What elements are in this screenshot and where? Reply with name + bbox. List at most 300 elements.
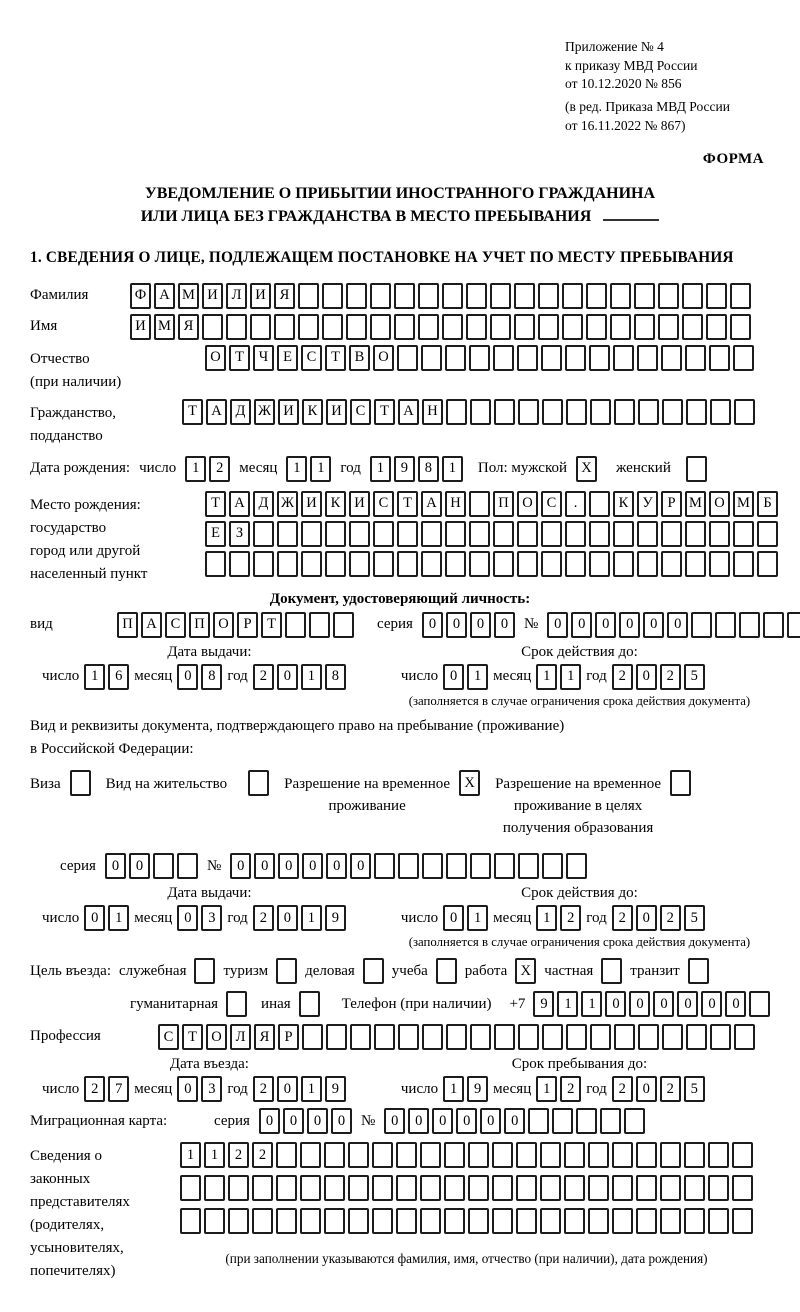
form-cell[interactable]: 8 <box>325 664 346 690</box>
form-cell[interactable]: 0 <box>494 612 515 638</box>
form-cell[interactable] <box>322 314 343 340</box>
form-cell[interactable]: П <box>117 612 138 638</box>
form-cell[interactable] <box>492 1175 513 1201</box>
form-cell[interactable]: 0 <box>277 1076 298 1102</box>
form-cell[interactable]: 0 <box>571 612 592 638</box>
form-cell[interactable]: Д <box>230 399 251 425</box>
form-cell[interactable] <box>706 283 727 309</box>
form-cell[interactable] <box>589 551 610 577</box>
form-cell[interactable] <box>373 551 394 577</box>
form-cell[interactable] <box>636 1175 657 1201</box>
form-cell[interactable]: 0 <box>331 1108 352 1134</box>
form-cell[interactable]: 2 <box>612 664 633 690</box>
form-cell[interactable] <box>688 958 709 984</box>
form-cell[interactable] <box>394 314 415 340</box>
form-cell[interactable] <box>420 1142 441 1168</box>
form-cell[interactable] <box>326 1024 347 1050</box>
form-cell[interactable] <box>228 1175 249 1201</box>
form-cell[interactable] <box>538 314 559 340</box>
form-cell[interactable] <box>300 1175 321 1201</box>
form-cell[interactable] <box>324 1208 345 1234</box>
form-cell[interactable]: М <box>178 283 199 309</box>
form-cell[interactable] <box>542 853 563 879</box>
form-cell[interactable]: А <box>206 399 227 425</box>
form-cell[interactable] <box>613 521 634 547</box>
form-cell[interactable]: Т <box>397 491 418 517</box>
form-cell[interactable]: 0 <box>422 612 443 638</box>
form-cell[interactable]: 0 <box>725 991 746 1017</box>
form-cell[interactable] <box>565 551 586 577</box>
form-cell[interactable]: М <box>685 491 706 517</box>
form-cell[interactable]: С <box>541 491 562 517</box>
form-cell[interactable]: 0 <box>177 664 198 690</box>
form-cell[interactable] <box>349 521 370 547</box>
form-cell[interactable] <box>586 283 607 309</box>
form-cell[interactable]: 5 <box>684 1076 705 1102</box>
form-cell[interactable] <box>298 283 319 309</box>
form-cell[interactable] <box>444 1175 465 1201</box>
form-cell[interactable] <box>445 521 466 547</box>
form-cell[interactable] <box>528 1108 549 1134</box>
form-cell[interactable] <box>686 399 707 425</box>
form-cell[interactable]: Б <box>757 491 778 517</box>
form-cell[interactable] <box>638 1024 659 1050</box>
form-cell[interactable]: 1 <box>286 456 307 482</box>
form-cell[interactable] <box>562 314 583 340</box>
form-cell[interactable]: 9 <box>325 905 346 931</box>
form-cell[interactable] <box>301 551 322 577</box>
form-cell[interactable]: 0 <box>470 612 491 638</box>
form-cell[interactable]: 1 <box>185 456 206 482</box>
form-cell[interactable]: А <box>421 491 442 517</box>
form-cell[interactable] <box>732 1208 753 1234</box>
form-cell[interactable] <box>469 345 490 371</box>
form-cell[interactable] <box>276 1142 297 1168</box>
form-cell[interactable]: . <box>565 491 586 517</box>
form-cell[interactable]: 1 <box>560 664 581 690</box>
form-cell[interactable]: 1 <box>557 991 578 1017</box>
form-cell[interactable] <box>394 283 415 309</box>
form-cell[interactable]: 1 <box>180 1142 201 1168</box>
form-cell[interactable]: Я <box>254 1024 275 1050</box>
form-cell[interactable]: Т <box>229 345 250 371</box>
form-cell[interactable] <box>370 314 391 340</box>
form-cell[interactable]: 1 <box>204 1142 225 1168</box>
form-cell[interactable]: С <box>301 345 322 371</box>
form-cell[interactable] <box>493 521 514 547</box>
form-cell[interactable]: И <box>301 491 322 517</box>
form-cell[interactable]: 0 <box>254 853 275 879</box>
form-cell[interactable] <box>682 283 703 309</box>
form-cell[interactable] <box>730 314 751 340</box>
form-cell[interactable] <box>709 345 730 371</box>
form-cell[interactable]: 0 <box>326 853 347 879</box>
form-cell[interactable]: 0 <box>619 612 640 638</box>
form-cell[interactable]: 2 <box>228 1142 249 1168</box>
form-cell[interactable]: Р <box>661 491 682 517</box>
form-cell[interactable]: 0 <box>277 664 298 690</box>
form-cell[interactable] <box>253 551 274 577</box>
form-cell[interactable] <box>684 1208 705 1234</box>
form-cell[interactable]: 0 <box>432 1108 453 1134</box>
form-cell[interactable]: 2 <box>612 1076 633 1102</box>
form-cell[interactable]: 3 <box>201 905 222 931</box>
form-cell[interactable]: 0 <box>408 1108 429 1134</box>
form-cell[interactable]: 2 <box>560 905 581 931</box>
form-cell[interactable] <box>658 283 679 309</box>
form-cell[interactable]: 9 <box>467 1076 488 1102</box>
form-cell[interactable] <box>397 521 418 547</box>
form-cell[interactable] <box>421 345 442 371</box>
form-cell[interactable] <box>446 399 467 425</box>
form-cell[interactable]: 0 <box>307 1108 328 1134</box>
form-cell[interactable]: 0 <box>636 1076 657 1102</box>
form-cell[interactable]: 0 <box>278 853 299 879</box>
form-cell[interactable] <box>226 314 247 340</box>
form-cell[interactable] <box>588 1142 609 1168</box>
form-cell[interactable] <box>444 1142 465 1168</box>
form-cell[interactable] <box>301 521 322 547</box>
form-cell[interactable] <box>363 958 384 984</box>
form-cell[interactable]: 9 <box>533 991 554 1017</box>
form-cell[interactable] <box>469 551 490 577</box>
form-cell[interactable]: 1 <box>536 1076 557 1102</box>
form-cell[interactable]: А <box>141 612 162 638</box>
form-cell[interactable] <box>686 456 707 482</box>
form-cell[interactable]: 0 <box>177 905 198 931</box>
form-cell[interactable] <box>588 1208 609 1234</box>
form-cell[interactable]: 2 <box>660 1076 681 1102</box>
form-cell[interactable] <box>516 1208 537 1234</box>
form-cell[interactable] <box>540 1208 561 1234</box>
form-cell[interactable]: 2 <box>560 1076 581 1102</box>
form-cell[interactable]: 1 <box>443 1076 464 1102</box>
form-cell[interactable]: П <box>493 491 514 517</box>
form-cell[interactable] <box>660 1175 681 1201</box>
form-cell[interactable] <box>708 1142 729 1168</box>
form-cell[interactable] <box>590 399 611 425</box>
form-cell[interactable] <box>445 345 466 371</box>
form-cell[interactable]: 1 <box>467 905 488 931</box>
form-cell[interactable] <box>252 1175 273 1201</box>
form-cell[interactable] <box>514 283 535 309</box>
form-cell[interactable] <box>422 1024 443 1050</box>
form-cell[interactable]: 1 <box>84 664 105 690</box>
form-cell[interactable]: М <box>733 491 754 517</box>
form-cell[interactable] <box>333 612 354 638</box>
form-cell[interactable] <box>610 314 631 340</box>
form-cell[interactable] <box>634 314 655 340</box>
form-cell[interactable]: 0 <box>230 853 251 879</box>
form-cell[interactable]: К <box>325 491 346 517</box>
form-cell[interactable] <box>468 1175 489 1201</box>
form-cell[interactable]: 0 <box>277 905 298 931</box>
form-cell[interactable] <box>300 1208 321 1234</box>
form-cell[interactable] <box>492 1208 513 1234</box>
form-cell[interactable] <box>661 345 682 371</box>
form-cell[interactable]: 0 <box>259 1108 280 1134</box>
form-cell[interactable] <box>706 314 727 340</box>
form-cell[interactable]: 0 <box>636 664 657 690</box>
form-cell[interactable] <box>492 1142 513 1168</box>
form-cell[interactable]: Ж <box>254 399 275 425</box>
form-cell[interactable] <box>194 958 215 984</box>
form-cell[interactable] <box>325 521 346 547</box>
form-cell[interactable] <box>516 1142 537 1168</box>
form-cell[interactable] <box>708 1208 729 1234</box>
form-cell[interactable]: Ж <box>277 491 298 517</box>
form-cell[interactable] <box>682 314 703 340</box>
form-cell[interactable] <box>566 853 587 879</box>
form-cell[interactable]: 0 <box>443 905 464 931</box>
form-cell[interactable] <box>749 991 770 1017</box>
form-cell[interactable]: 1 <box>310 456 331 482</box>
form-cell[interactable]: 0 <box>677 991 698 1017</box>
form-cell[interactable]: Т <box>182 399 203 425</box>
form-cell[interactable]: 0 <box>177 1076 198 1102</box>
form-cell[interactable] <box>614 1024 635 1050</box>
form-cell[interactable] <box>612 1208 633 1234</box>
form-cell[interactable]: 6 <box>108 664 129 690</box>
form-cell[interactable]: 3 <box>201 1076 222 1102</box>
form-cell[interactable] <box>418 283 439 309</box>
form-cell[interactable]: П <box>189 612 210 638</box>
form-cell[interactable] <box>708 1175 729 1201</box>
form-cell[interactable]: 1 <box>581 991 602 1017</box>
form-cell[interactable]: 9 <box>394 456 415 482</box>
form-cell[interactable] <box>153 853 174 879</box>
form-cell[interactable] <box>685 345 706 371</box>
form-cell[interactable] <box>370 283 391 309</box>
form-cell[interactable] <box>373 521 394 547</box>
form-cell[interactable] <box>685 521 706 547</box>
form-cell[interactable]: 2 <box>660 664 681 690</box>
form-cell[interactable] <box>421 551 442 577</box>
form-cell[interactable] <box>420 1175 441 1201</box>
form-cell[interactable]: 0 <box>283 1108 304 1134</box>
form-cell[interactable]: 0 <box>667 612 688 638</box>
form-cell[interactable] <box>350 1024 371 1050</box>
form-cell[interactable] <box>420 1208 441 1234</box>
form-cell[interactable] <box>590 1024 611 1050</box>
form-cell[interactable] <box>469 491 490 517</box>
form-cell[interactable] <box>658 314 679 340</box>
form-cell[interactable]: У <box>637 491 658 517</box>
form-cell[interactable] <box>470 1024 491 1050</box>
form-cell[interactable] <box>309 612 330 638</box>
form-cell[interactable] <box>540 1175 561 1201</box>
form-cell[interactable] <box>542 1024 563 1050</box>
form-cell[interactable]: 2 <box>209 456 230 482</box>
form-cell[interactable]: О <box>206 1024 227 1050</box>
form-cell[interactable] <box>346 314 367 340</box>
form-cell[interactable] <box>684 1175 705 1201</box>
form-cell[interactable] <box>180 1208 201 1234</box>
form-cell[interactable]: Ч <box>253 345 274 371</box>
form-cell[interactable] <box>418 314 439 340</box>
form-cell[interactable] <box>324 1175 345 1201</box>
form-cell[interactable]: 0 <box>350 853 371 879</box>
form-cell[interactable] <box>299 991 320 1017</box>
form-cell[interactable] <box>445 551 466 577</box>
form-cell[interactable] <box>734 1024 755 1050</box>
form-cell[interactable]: Т <box>374 399 395 425</box>
form-cell[interactable]: 0 <box>446 612 467 638</box>
form-cell[interactable]: X <box>459 770 480 796</box>
form-cell[interactable]: А <box>398 399 419 425</box>
form-cell[interactable]: И <box>250 283 271 309</box>
form-cell[interactable]: 0 <box>84 905 105 931</box>
form-cell[interactable]: Р <box>237 612 258 638</box>
form-cell[interactable]: И <box>326 399 347 425</box>
form-cell[interactable]: 0 <box>302 853 323 879</box>
form-cell[interactable]: Л <box>226 283 247 309</box>
form-cell[interactable] <box>732 1142 753 1168</box>
form-cell[interactable] <box>540 1142 561 1168</box>
form-cell[interactable] <box>516 1175 537 1201</box>
form-cell[interactable] <box>691 612 712 638</box>
form-cell[interactable] <box>715 612 736 638</box>
form-cell[interactable] <box>446 1024 467 1050</box>
form-cell[interactable] <box>624 1108 645 1134</box>
form-cell[interactable]: Е <box>205 521 226 547</box>
form-cell[interactable]: О <box>517 491 538 517</box>
form-cell[interactable]: 1 <box>370 456 391 482</box>
form-cell[interactable]: Т <box>261 612 282 638</box>
form-cell[interactable] <box>686 1024 707 1050</box>
form-cell[interactable] <box>229 551 250 577</box>
form-cell[interactable] <box>228 1208 249 1234</box>
form-cell[interactable] <box>564 1175 585 1201</box>
form-cell[interactable] <box>588 1175 609 1201</box>
form-cell[interactable] <box>638 399 659 425</box>
form-cell[interactable] <box>274 314 295 340</box>
form-cell[interactable]: Я <box>274 283 295 309</box>
form-cell[interactable] <box>660 1142 681 1168</box>
form-cell[interactable]: О <box>205 345 226 371</box>
form-cell[interactable] <box>398 1024 419 1050</box>
form-cell[interactable] <box>276 958 297 984</box>
form-cell[interactable] <box>763 612 784 638</box>
form-cell[interactable]: С <box>165 612 186 638</box>
form-cell[interactable]: О <box>213 612 234 638</box>
form-cell[interactable] <box>670 770 691 796</box>
form-cell[interactable] <box>542 399 563 425</box>
form-cell[interactable] <box>684 1142 705 1168</box>
form-cell[interactable] <box>733 521 754 547</box>
form-cell[interactable] <box>202 314 223 340</box>
form-cell[interactable]: 9 <box>325 1076 346 1102</box>
form-cell[interactable] <box>252 1208 273 1234</box>
form-cell[interactable]: 2 <box>253 664 274 690</box>
form-cell[interactable]: 1 <box>301 664 322 690</box>
form-cell[interactable] <box>490 314 511 340</box>
form-cell[interactable] <box>470 853 491 879</box>
form-cell[interactable] <box>757 551 778 577</box>
form-cell[interactable] <box>589 491 610 517</box>
form-cell[interactable]: 1 <box>442 456 463 482</box>
form-cell[interactable] <box>709 521 730 547</box>
form-cell[interactable] <box>346 283 367 309</box>
form-cell[interactable]: 0 <box>701 991 722 1017</box>
form-cell[interactable] <box>277 521 298 547</box>
form-cell[interactable] <box>466 283 487 309</box>
form-cell[interactable] <box>285 612 306 638</box>
form-cell[interactable]: Д <box>253 491 274 517</box>
form-cell[interactable] <box>396 1175 417 1201</box>
form-cell[interactable] <box>613 551 634 577</box>
form-cell[interactable] <box>226 991 247 1017</box>
form-cell[interactable] <box>733 551 754 577</box>
form-cell[interactable] <box>493 551 514 577</box>
form-cell[interactable] <box>372 1208 393 1234</box>
form-cell[interactable] <box>302 1024 323 1050</box>
form-cell[interactable]: И <box>130 314 151 340</box>
form-cell[interactable] <box>662 1024 683 1050</box>
form-cell[interactable] <box>661 551 682 577</box>
form-cell[interactable]: С <box>373 491 394 517</box>
form-cell[interactable] <box>518 399 539 425</box>
form-cell[interactable] <box>276 1208 297 1234</box>
form-cell[interactable] <box>442 283 463 309</box>
form-cell[interactable]: 0 <box>480 1108 501 1134</box>
form-cell[interactable]: О <box>709 491 730 517</box>
form-cell[interactable] <box>787 612 800 638</box>
form-cell[interactable] <box>562 283 583 309</box>
form-cell[interactable] <box>446 853 467 879</box>
form-cell[interactable]: О <box>373 345 394 371</box>
form-cell[interactable] <box>661 521 682 547</box>
form-cell[interactable] <box>205 551 226 577</box>
form-cell[interactable] <box>565 521 586 547</box>
form-cell[interactable] <box>470 399 491 425</box>
form-cell[interactable]: М <box>154 314 175 340</box>
form-cell[interactable] <box>636 1208 657 1234</box>
form-cell[interactable] <box>277 551 298 577</box>
form-cell[interactable] <box>566 1024 587 1050</box>
form-cell[interactable] <box>538 283 559 309</box>
form-cell[interactable] <box>589 345 610 371</box>
form-cell[interactable]: И <box>202 283 223 309</box>
form-cell[interactable] <box>634 283 655 309</box>
form-cell[interactable]: Л <box>230 1024 251 1050</box>
form-cell[interactable] <box>730 283 751 309</box>
form-cell[interactable] <box>349 551 370 577</box>
form-cell[interactable]: 0 <box>636 905 657 931</box>
form-cell[interactable]: 1 <box>536 905 557 931</box>
form-cell[interactable] <box>710 1024 731 1050</box>
form-cell[interactable]: 2 <box>253 1076 274 1102</box>
form-cell[interactable] <box>637 345 658 371</box>
form-cell[interactable]: К <box>302 399 323 425</box>
form-cell[interactable]: 0 <box>105 853 126 879</box>
form-cell[interactable]: 0 <box>643 612 664 638</box>
form-cell[interactable] <box>180 1175 201 1201</box>
form-cell[interactable] <box>436 958 457 984</box>
form-cell[interactable]: 5 <box>684 664 705 690</box>
form-cell[interactable]: 2 <box>84 1076 105 1102</box>
form-cell[interactable]: И <box>278 399 299 425</box>
form-cell[interactable] <box>589 521 610 547</box>
form-cell[interactable]: Н <box>422 399 443 425</box>
form-cell[interactable]: Т <box>182 1024 203 1050</box>
form-cell[interactable]: 7 <box>108 1076 129 1102</box>
form-cell[interactable]: Я <box>178 314 199 340</box>
form-cell[interactable] <box>565 345 586 371</box>
form-cell[interactable] <box>494 1024 515 1050</box>
form-cell[interactable] <box>636 1142 657 1168</box>
form-cell[interactable]: 8 <box>418 456 439 482</box>
